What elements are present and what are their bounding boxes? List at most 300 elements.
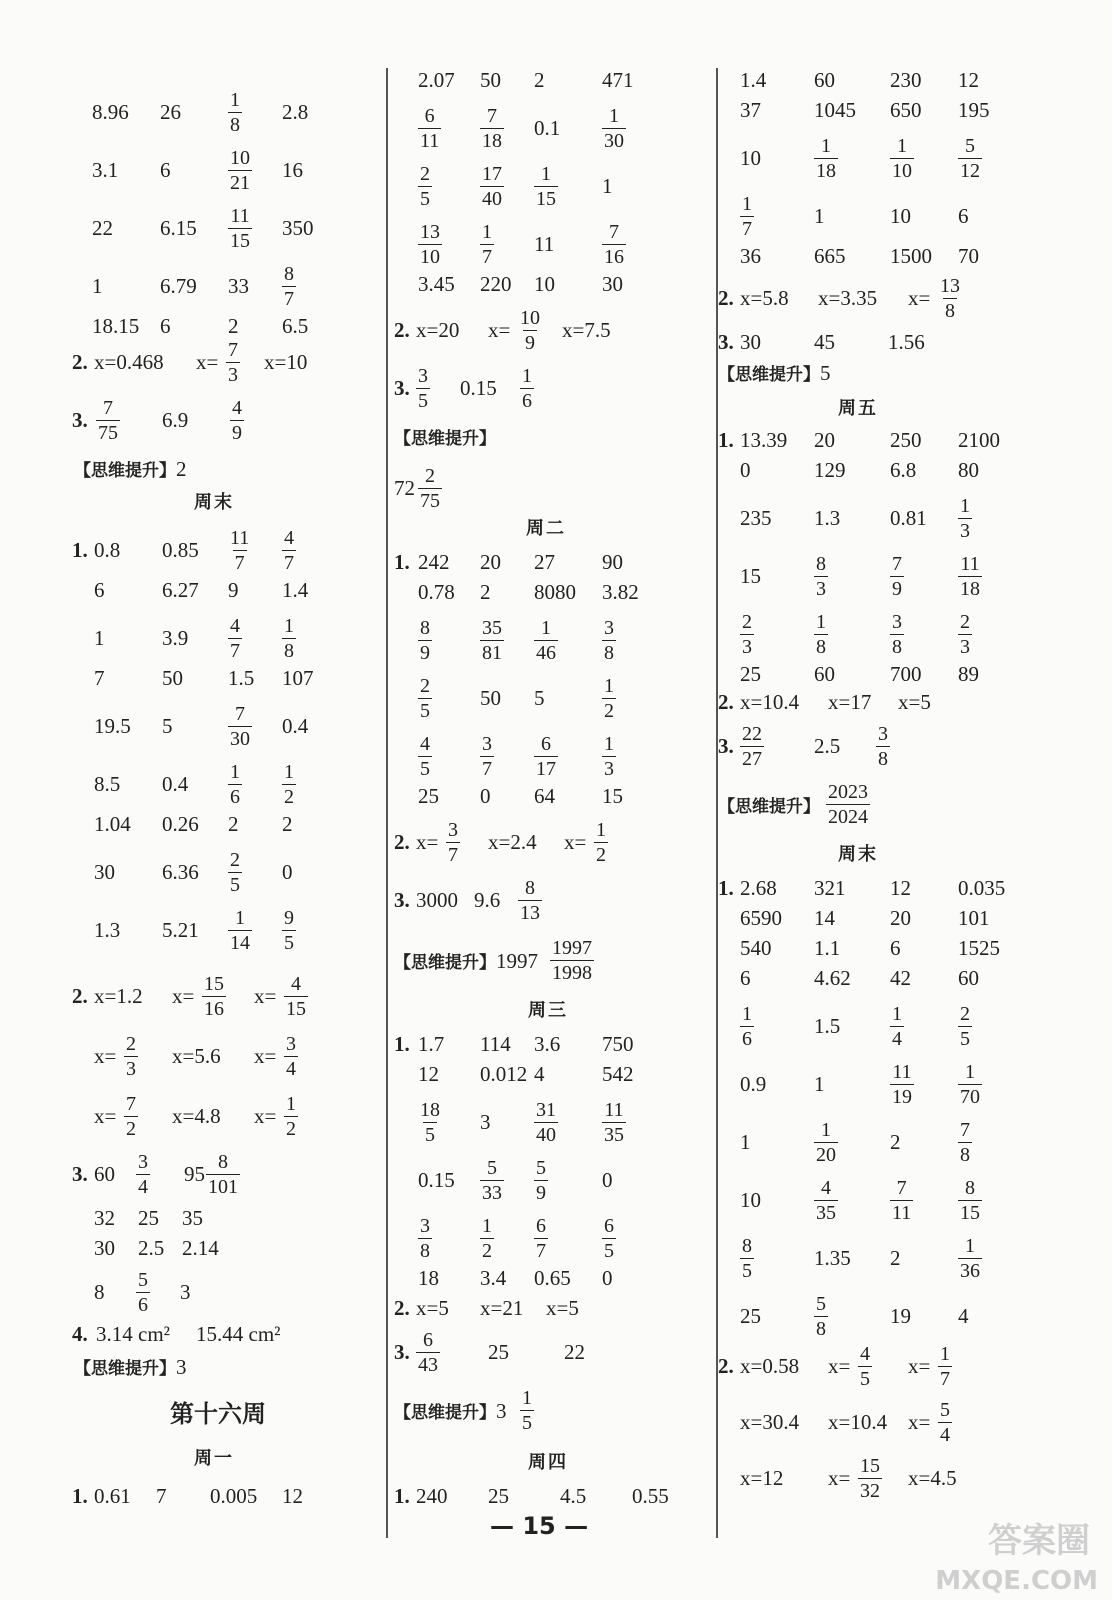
denominator: 3: [604, 758, 614, 780]
friday-grid-cell: 235: [740, 506, 772, 530]
equation: x=30.4: [740, 1410, 800, 1434]
tuesday-grid-cell: [418, 674, 432, 723]
friday-grid-cell: 6.8: [890, 458, 917, 482]
denominator: 4: [138, 1176, 148, 1198]
weekend-grid-cell: 20: [890, 906, 911, 930]
denominator: 6: [742, 1028, 752, 1050]
numerator: 4: [230, 615, 240, 637]
numerator: 1: [897, 135, 907, 157]
wednesday-heading: 周三: [528, 1000, 568, 1021]
think-section-1: [74, 456, 187, 482]
col2-top-grid-cell: 10: [534, 272, 555, 296]
weekend-grid-cell: 1.5: [228, 666, 255, 690]
numerator: 6: [604, 1215, 614, 1237]
thursday-cell: 4.5: [560, 1484, 587, 1508]
equation-prefix: x=: [254, 984, 277, 1008]
think-fraction: [520, 1386, 534, 1435]
weekend-grid-cell: 12: [890, 876, 911, 900]
question-number: 2.: [718, 690, 734, 714]
equation-prefix: x=: [94, 1044, 117, 1068]
wednesday-grid-cell: [418, 1098, 442, 1147]
question-number: 1.: [718, 876, 734, 900]
col1-top-grid-cell: 22: [92, 216, 113, 240]
numerator: 3: [482, 733, 492, 755]
think-label: 【思维提升】: [74, 461, 176, 481]
col3-top-grid-cell: 6: [958, 204, 969, 228]
numerator: 11: [230, 205, 250, 227]
equation: x=4.8: [172, 1104, 221, 1128]
think-value: 2: [176, 457, 187, 481]
denominator: 11: [892, 1202, 912, 1224]
numerator: 1: [284, 615, 294, 637]
numerator: 13: [940, 275, 960, 297]
wednesday-grid-cell: [534, 1156, 548, 1205]
numerator: 2: [420, 163, 430, 185]
col3-top-grid-cell: 1500: [890, 244, 932, 268]
weekend-grid-cell: 0.4: [162, 772, 189, 796]
col2-top-grid-cell: 11: [534, 232, 555, 256]
numerator: 6: [423, 1329, 433, 1351]
question-number: 2.: [394, 830, 410, 854]
numerator: 5: [536, 1157, 546, 1179]
denominator: 75: [98, 422, 118, 444]
friday-grid-cell: [740, 610, 754, 659]
denominator: 2: [596, 844, 606, 866]
col1-top-grid-cell: 1: [92, 274, 103, 298]
denominator: 30: [230, 728, 250, 750]
numerator: 1: [482, 221, 492, 243]
denominator: 10: [420, 246, 440, 268]
col3-top-grid-cell: 195: [958, 98, 990, 122]
numerator: 4: [232, 397, 242, 419]
numerator: 1: [604, 675, 614, 697]
col2-top-grid-cell: 50: [480, 68, 501, 92]
numerator: 7: [235, 703, 245, 725]
friday-grid-cell: 80: [958, 458, 979, 482]
weekend-grid-cell: 1.5: [814, 1014, 841, 1038]
denominator: 46: [536, 642, 556, 664]
question-number: 1.: [72, 1484, 88, 1508]
numerator: 1: [821, 1119, 831, 1141]
equation-prefix: x=: [172, 984, 195, 1008]
q3-value: [206, 1150, 240, 1199]
equation-fraction: [284, 1092, 298, 1141]
col1-top-grid-cell: [282, 262, 296, 311]
equation-fraction: [858, 1342, 872, 1391]
numerator: 1: [541, 617, 551, 639]
thursday-cell: 240: [416, 1484, 448, 1508]
weekend-grid-cell: [958, 1060, 982, 1109]
answer-column-2: [388, 0, 718, 1600]
q3-value: 30: [94, 1236, 115, 1260]
col2-top-grid-cell: [480, 220, 494, 269]
denominator: 3: [960, 636, 970, 658]
tuesday-grid-cell: [602, 674, 616, 723]
q3-value: 35: [182, 1206, 203, 1230]
numerator: 7: [487, 105, 497, 127]
equation: x=1.2: [94, 984, 143, 1008]
think-fraction: [550, 936, 594, 985]
wednesday-grid-cell: 4: [534, 1062, 545, 1086]
col3-top-grid-cell: [740, 192, 754, 241]
equation-fraction: [938, 274, 962, 323]
denominator: 9: [232, 422, 242, 444]
friday-grid-cell: [814, 610, 828, 659]
numerator: 1: [960, 495, 970, 517]
denominator: 16: [204, 998, 224, 1020]
question-number: 3.: [394, 888, 410, 912]
weekend-grid-cell: 0.4: [282, 714, 309, 738]
wednesday-grid-cell: [480, 1156, 504, 1205]
friday-grid-cell: [814, 552, 828, 601]
equation-prefix: x=: [828, 1466, 851, 1490]
equation: x=17: [828, 690, 872, 714]
weekend-grid-cell: [282, 526, 296, 575]
col3-top-grid-cell: 36: [740, 244, 761, 268]
denominator: 5: [420, 188, 430, 210]
numerator: 1: [609, 105, 619, 127]
friday-grid-cell: 0.81: [890, 506, 927, 530]
weekend-grid-cell: 107: [282, 666, 314, 690]
equation: x=0.58: [740, 1354, 800, 1378]
numerator: 1997: [552, 937, 592, 959]
numerator: 1: [522, 365, 532, 387]
think-label: 【思维提升】: [718, 797, 820, 817]
think-section-2: [718, 792, 820, 817]
wednesday-grid-cell: 1.7: [418, 1032, 445, 1056]
weekend-grid-cell: 10: [740, 1188, 761, 1212]
col3-top-grid-cell: 1045: [814, 98, 856, 122]
denominator: 2: [604, 700, 614, 722]
numerator: 9: [284, 907, 294, 929]
question-number: 3.: [72, 408, 88, 432]
denominator: 3: [816, 578, 826, 600]
question-number: 3.: [718, 734, 734, 758]
weekend-grid-cell: 1.35: [814, 1246, 851, 1270]
denominator: 8: [960, 1144, 970, 1166]
denominator: 20: [816, 1144, 836, 1166]
question-number: 2.: [718, 286, 734, 310]
q3-value: 0.15: [460, 376, 497, 400]
col3-top-grid-cell: 70: [958, 244, 979, 268]
col2-top-grid-cell: 2.07: [418, 68, 455, 92]
equation-fraction: [284, 1032, 298, 1081]
numerator: 8: [284, 263, 294, 285]
equation: x=3.35: [818, 286, 878, 310]
col1-top-grid-cell: 2: [228, 314, 239, 338]
area-value: 3.14 cm²: [96, 1322, 170, 1346]
numerator: 10: [520, 307, 540, 329]
numerator: 1: [482, 1215, 492, 1237]
wednesday-grid-cell: 3.4: [480, 1266, 507, 1290]
q3-value: [416, 364, 430, 413]
question-number: 4.: [72, 1322, 88, 1346]
weekend-grid-cell: 2: [282, 812, 293, 836]
q3-value: 22: [564, 1340, 585, 1364]
q3-value: 2.14: [182, 1236, 219, 1260]
numerator: 4: [420, 733, 430, 755]
denominator: 18: [482, 130, 502, 152]
denominator: 35: [604, 1124, 624, 1146]
col2-top-grid-cell: [418, 220, 442, 269]
monday-cell: 0.61: [94, 1484, 131, 1508]
weekend-grid-cell: 6.36: [162, 860, 199, 884]
numerator: 5: [487, 1157, 497, 1179]
equation: x=12: [740, 1466, 784, 1490]
weekend-grid-cell: [282, 906, 296, 955]
friday-grid-cell: 0: [740, 458, 751, 482]
weekend-grid-cell: [228, 848, 242, 897]
q3-value: [96, 396, 120, 445]
friday-grid-cell: [958, 552, 982, 601]
denominator: 17: [536, 758, 556, 780]
numerator: 3: [604, 617, 614, 639]
numerator: 18: [420, 1099, 440, 1121]
weekend-grid-cell: 60: [958, 966, 979, 990]
col3-top-grid-cell: 650: [890, 98, 922, 122]
denominator: 5: [604, 1240, 614, 1262]
q3-value: [740, 722, 764, 771]
denominator: 5: [742, 1260, 752, 1282]
col2-top-grid-cell: 471: [602, 68, 634, 92]
wednesday-grid-cell: 3.6: [534, 1032, 561, 1056]
col3-top-grid-cell: [890, 134, 914, 183]
weekend-grid-cell: 0.9: [740, 1072, 767, 1096]
friday-grid-cell: [958, 610, 972, 659]
denominator: 6: [138, 1294, 148, 1316]
numerator: 8: [525, 877, 535, 899]
numerator: 1: [284, 761, 294, 783]
denominator: 5: [960, 1028, 970, 1050]
numerator: 3: [878, 723, 888, 745]
weekend-grid-cell: 1: [814, 1072, 825, 1096]
denominator: 40: [482, 188, 502, 210]
think-fraction: [826, 780, 870, 829]
wednesday-grid-cell: 12: [418, 1062, 439, 1086]
denominator: 6: [522, 390, 532, 412]
col1-top-grid-cell: 3.1: [92, 158, 119, 182]
col1-top-grid-cell: 6: [160, 158, 171, 182]
equation-prefix: x=: [828, 1354, 851, 1378]
numerator: 3: [420, 1215, 430, 1237]
numerator: 7: [228, 339, 238, 361]
numerator: 7: [892, 553, 902, 575]
weekend-grid-cell: 25: [740, 1304, 761, 1328]
equation: x=20: [416, 318, 460, 342]
numerator: 6: [536, 1215, 546, 1237]
denominator: 14: [230, 932, 250, 954]
col1-top-grid-cell: [228, 204, 252, 253]
numerator: 1: [816, 611, 826, 633]
weekend-grid-cell: 1.3: [94, 918, 121, 942]
tuesday-grid-cell: 3.82: [602, 580, 639, 604]
wednesday-grid-cell: 0: [602, 1266, 613, 1290]
think-label: 【思维提升】: [74, 1359, 176, 1379]
col1-top-grid-cell: 6: [160, 314, 171, 338]
tuesday-grid-cell: [418, 732, 432, 781]
denominator: 10: [892, 160, 912, 182]
col2-top-grid-cell: 3.45: [418, 272, 455, 296]
numerator: 1: [742, 193, 752, 215]
q3-value: 60: [94, 1162, 115, 1186]
think-section-1: [394, 424, 496, 449]
weekend-grid-cell: [228, 614, 242, 663]
friday-grid-cell: 13.39: [740, 428, 788, 452]
friday-grid-cell: 700: [890, 662, 922, 686]
col1-top-grid-cell: 6.15: [160, 216, 197, 240]
numerator: 11: [230, 527, 250, 549]
equation: x=10.4: [828, 1410, 888, 1434]
think-label: 【思维提升】: [394, 953, 496, 973]
numerator: 3: [138, 1151, 148, 1173]
numerator: 2: [425, 465, 435, 487]
weekend-grid-cell: 50: [162, 666, 183, 690]
denominator: 5: [420, 758, 430, 780]
question-number: 2.: [394, 318, 410, 342]
weekend-grid-cell: 1: [94, 626, 105, 650]
tuesday-grid-cell: [418, 616, 432, 665]
q3-value: 1.56: [888, 330, 925, 354]
q3-value: 8: [94, 1280, 105, 1304]
numerator: 7: [960, 1119, 970, 1141]
equation: x=10.4: [740, 690, 800, 714]
col3-top-grid-cell: [958, 134, 982, 183]
denominator: 7: [284, 288, 294, 310]
think-section-1: [718, 360, 831, 386]
weekend-heading: 周末: [194, 492, 234, 513]
col2-top-grid-cell: 220: [480, 272, 512, 296]
weekend-grid-cell: 5: [162, 714, 173, 738]
numerator: 13: [420, 221, 440, 243]
numerator: 1: [286, 1093, 296, 1115]
denominator: 3: [126, 1058, 136, 1080]
denominator: 8: [816, 636, 826, 658]
tuesday-grid-cell: [480, 732, 494, 781]
denominator: 19: [892, 1086, 912, 1108]
numerator: 2: [960, 1003, 970, 1025]
numerator: 6: [541, 733, 551, 755]
think-fraction: [418, 464, 442, 513]
denominator: 15: [230, 230, 250, 252]
q3-value: 2.5: [138, 1236, 165, 1260]
denominator: 101: [208, 1176, 238, 1198]
denominator: 18: [816, 160, 836, 182]
denominator: 7: [284, 552, 294, 574]
equation: x=5.8: [740, 286, 789, 310]
tuesday-grid-cell: 90: [602, 550, 623, 574]
equation-fraction: [518, 306, 542, 355]
equation-fraction: [284, 972, 308, 1021]
col3-top-grid-cell: 37: [740, 98, 761, 122]
denominator: 5: [425, 1124, 435, 1146]
numerator: 2: [960, 611, 970, 633]
numerator: 6: [424, 105, 435, 127]
equation-prefix: x=: [254, 1104, 277, 1128]
denominator: 9: [892, 578, 902, 600]
question-number: 3.: [394, 376, 410, 400]
weekend-grid-cell: [228, 906, 252, 955]
numerator: 4: [821, 1177, 831, 1199]
numerator: 7: [126, 1093, 136, 1115]
q3-value: [230, 396, 244, 445]
weekend-grid-cell: 19.5: [94, 714, 131, 738]
numerator: 8: [742, 1235, 752, 1257]
think-value: 5: [820, 361, 831, 385]
col3-top-grid-cell: 60: [814, 68, 835, 92]
numerator: 1: [940, 1343, 950, 1365]
tuesday-grid-cell: [602, 616, 616, 665]
tuesday-grid-cell: 50: [480, 686, 501, 710]
denominator: 5: [230, 874, 240, 896]
numerator: 3: [286, 1033, 296, 1055]
weekend-grid-cell: 2.68: [740, 876, 777, 900]
weekend-grid-cell: 1.04: [94, 812, 131, 836]
wednesday-grid-cell: [534, 1098, 558, 1147]
page-number: — 15 —: [490, 1512, 589, 1540]
weekend-grid-cell: 6: [740, 966, 751, 990]
col2-top-grid-cell: 1: [602, 174, 613, 198]
numerator: 11: [604, 1099, 624, 1121]
weekend-grid-cell: [282, 614, 296, 663]
denominator: 7: [940, 1368, 950, 1390]
weekend-grid-cell: 7: [94, 666, 105, 690]
col3-top-grid-cell: [814, 134, 838, 183]
denominator: 2024: [828, 806, 868, 828]
weekend-grid-cell: 19: [890, 1304, 911, 1328]
wednesday-grid-cell: 0.012: [480, 1062, 528, 1086]
numerator: 8: [218, 1151, 228, 1173]
denominator: 12: [960, 160, 980, 182]
thursday-heading: 周四: [528, 1452, 568, 1473]
q3-value: [136, 1268, 150, 1317]
numerator: 5: [138, 1269, 148, 1291]
tuesday-grid-cell: [480, 616, 504, 665]
answer-column-1: [0, 0, 388, 1600]
numerator: 1: [230, 761, 240, 783]
question-number: 2.: [72, 350, 88, 374]
numerator: 1: [742, 1003, 752, 1025]
weekend-grid-cell: [228, 702, 252, 751]
numerator: 3: [448, 819, 458, 841]
think-section-3: [394, 1398, 507, 1424]
denominator: 9: [420, 642, 430, 664]
equation: x=5: [416, 1296, 449, 1320]
q3-value: 25: [138, 1206, 159, 1230]
col1-top-grid-cell: 18.15: [92, 314, 140, 338]
equation-fraction: [124, 1032, 138, 1081]
monday-cell: 0.005: [210, 1484, 258, 1508]
col2-top-grid-cell: [418, 162, 432, 211]
denominator: 7: [536, 1240, 546, 1262]
equation: x=7.5: [562, 318, 611, 342]
area-value: 15.44 cm²: [196, 1322, 281, 1346]
denominator: 35: [816, 1202, 836, 1224]
tuesday-grid-cell: 2: [480, 580, 491, 604]
wednesday-grid-cell: [602, 1098, 626, 1147]
col1-top-grid-cell: 2.8: [282, 100, 309, 124]
col1-top-grid-cell: [228, 146, 252, 195]
weekend-grid-cell: 6: [94, 578, 105, 602]
q3-value: [136, 1150, 150, 1199]
denominator: 18: [960, 578, 980, 600]
denominator: 7: [234, 552, 245, 574]
numerator: 11: [892, 1061, 912, 1083]
weekend-grid-cell: 8.5: [94, 772, 121, 796]
numerator: 3: [892, 611, 902, 633]
denominator: 15: [960, 1202, 980, 1224]
denominator: 75: [420, 490, 440, 512]
denominator: 3: [742, 636, 752, 658]
